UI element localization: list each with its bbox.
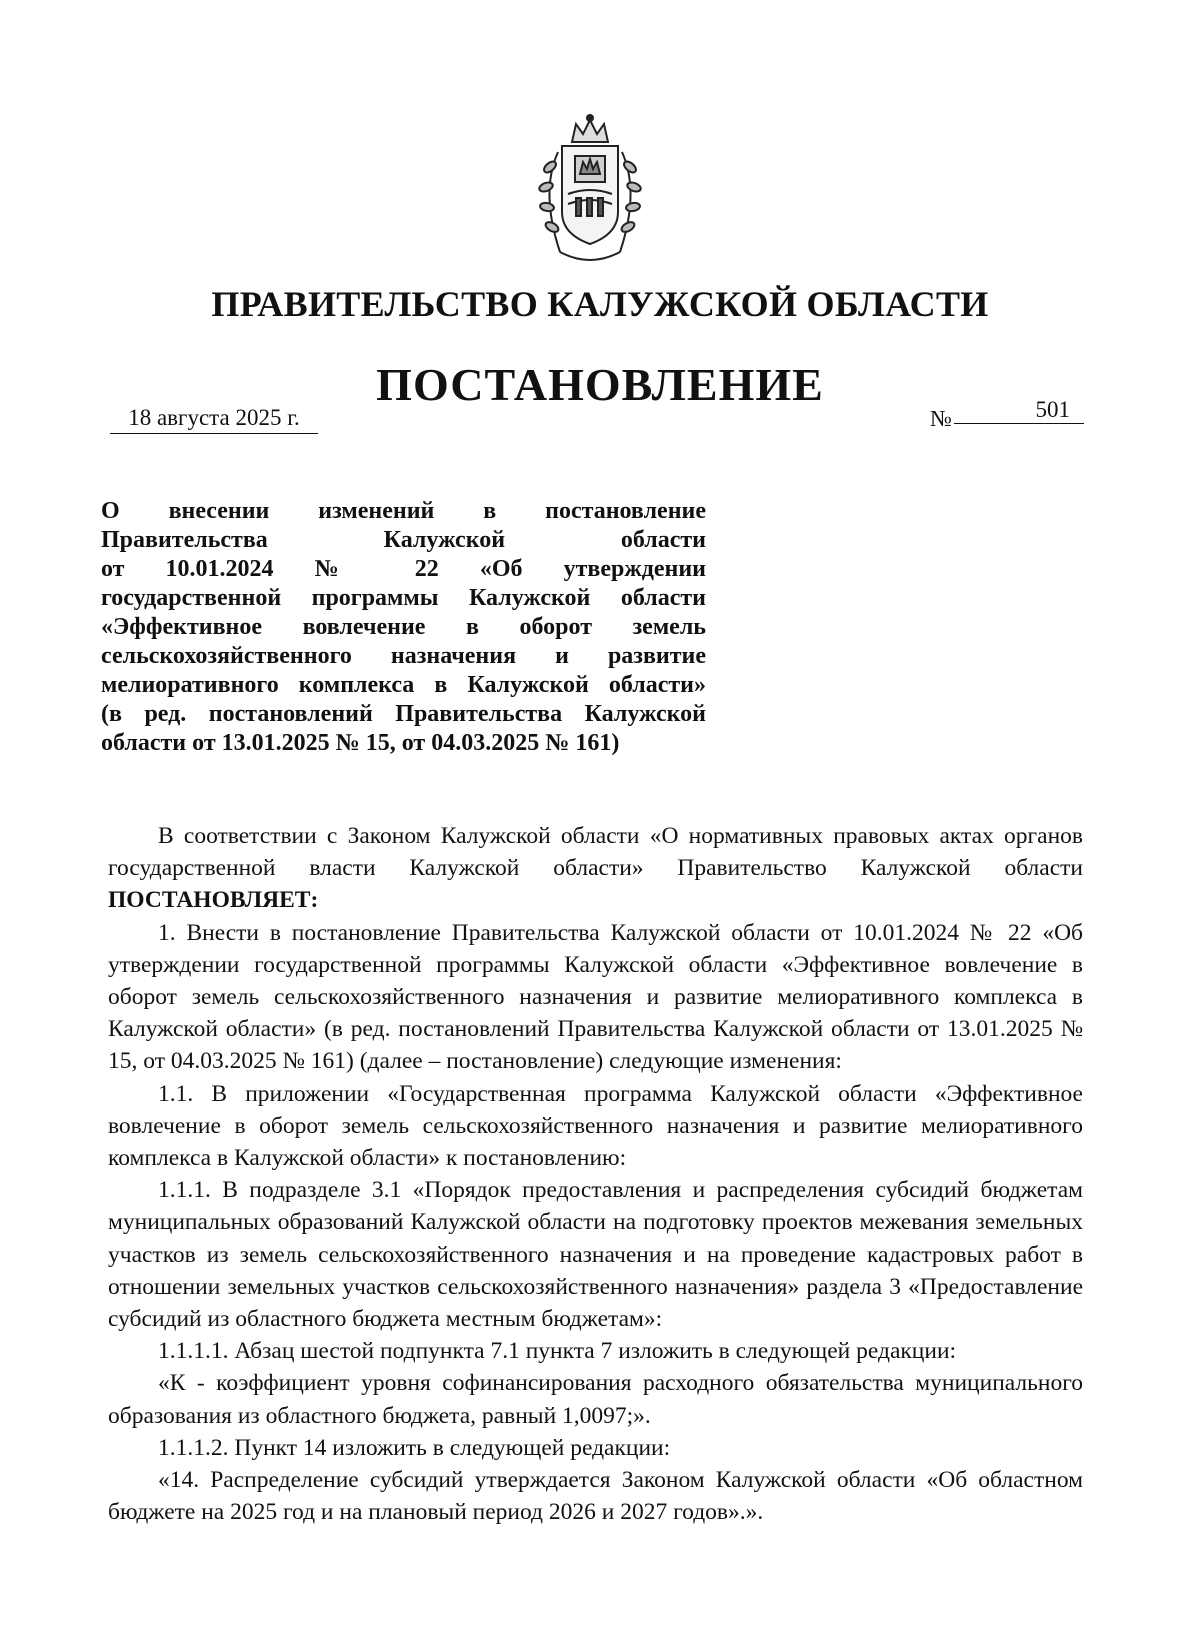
coat-of-arms-icon (520, 112, 660, 272)
subject-line: «Эффективное вовлечение в оборот земель (101, 614, 706, 640)
body-paragraph: 1.1.1.2. Пункт 14 изложить в следующей редакции: (158, 1434, 671, 1461)
preamble-text: В соответствии с Законом Калужской области «О нормативных правовых актах органов государственной власти Калужской области» Правительство Калужской области (108, 823, 1083, 882)
preamble-paragraph (108, 820, 1083, 917)
subject-line: области от 13.01.2025 № 15, от 04.03.2025 № 161) (101, 730, 620, 756)
body-paragraph: 1.1.1. В подразделе 3.1 «Порядок предоставления и распределения субсидий бюджетам муниципальных образований Калужской области на подготовку проектов межевания земельных участков из земель сельскохозяйственного назначения и на проведение кадастровых работ в отношении земельных участков сельскохозяйственного назначения» раздела 3 «Предоставление субсидий из областного бюджета местным бюджетам»: (108, 1177, 1083, 1333)
resolves-keyword: ПОСТАНОВЛЯЕТ: (108, 887, 319, 914)
subject-line: мелиоративного комплекса в Калужской области» (101, 672, 706, 698)
subject-line: Правительства Калужской области (101, 527, 706, 553)
document-date: 18 августа 2025 г. (110, 405, 318, 434)
document-number-block (930, 397, 1084, 432)
body-paragraph: 1.1.1.1. Абзац шестой подпункта 7.1 пункта 7 изложить в следующей редакции: (158, 1338, 957, 1365)
document-subject (101, 497, 706, 758)
document-number: 501 (954, 397, 1084, 424)
number-sign: № (930, 406, 952, 431)
subject-line: сельскохозяйственного назначения и развитие (101, 643, 706, 669)
document-type-heading: ПОСТАНОВЛЕНИЕ (376, 359, 824, 410)
body-paragraph: «К - коэффициент уровня софинансирования расходного обязательства муниципального образования из областного бюджета, равный 1,0097;». (108, 1370, 1083, 1429)
subject-line: (в ред. постановлений Правительства Калужской (101, 701, 706, 727)
subject-line: государственной программы Калужской области (101, 585, 706, 611)
body-paragraph: 1. Внести в постановление Правительства Калужской области от 10.01.2024 № 22 «Об утверждении государственной программы Калужской области «Эффективное вовлечение в оборот земель сельскохозяйственного назначения и развитие мелиоративного комплекса в Калужской области» (в ред. постановлений Правительства Калужской области от 13.01.2025 № 15, от 04.03.2025 № 161) (далее – постановление) следующие изменения: (108, 919, 1083, 1075)
document-body (108, 820, 1083, 1528)
subject-line: О внесении изменений в постановление (101, 498, 706, 524)
subject-line: от 10.01.2024 № 22 «Об утверждении (101, 556, 706, 582)
organization-title: ПРАВИТЕЛЬСТВО КАЛУЖСКОЙ ОБЛАСТИ (211, 284, 989, 324)
body-paragraph: «14. Распределение субсидий утверждается Законом Калужской области «Об областном бюджете на 2025 год и на плановый период 2026 и 2027 годов».». (108, 1467, 1083, 1526)
body-paragraph: 1.1. В приложении «Государственная программа Калужской области «Эффективное вовлечение в оборот земель сельскохозяйственного назначения и развитие мелиоративного комплекса в Калужской области» к постановлению: (108, 1080, 1083, 1172)
